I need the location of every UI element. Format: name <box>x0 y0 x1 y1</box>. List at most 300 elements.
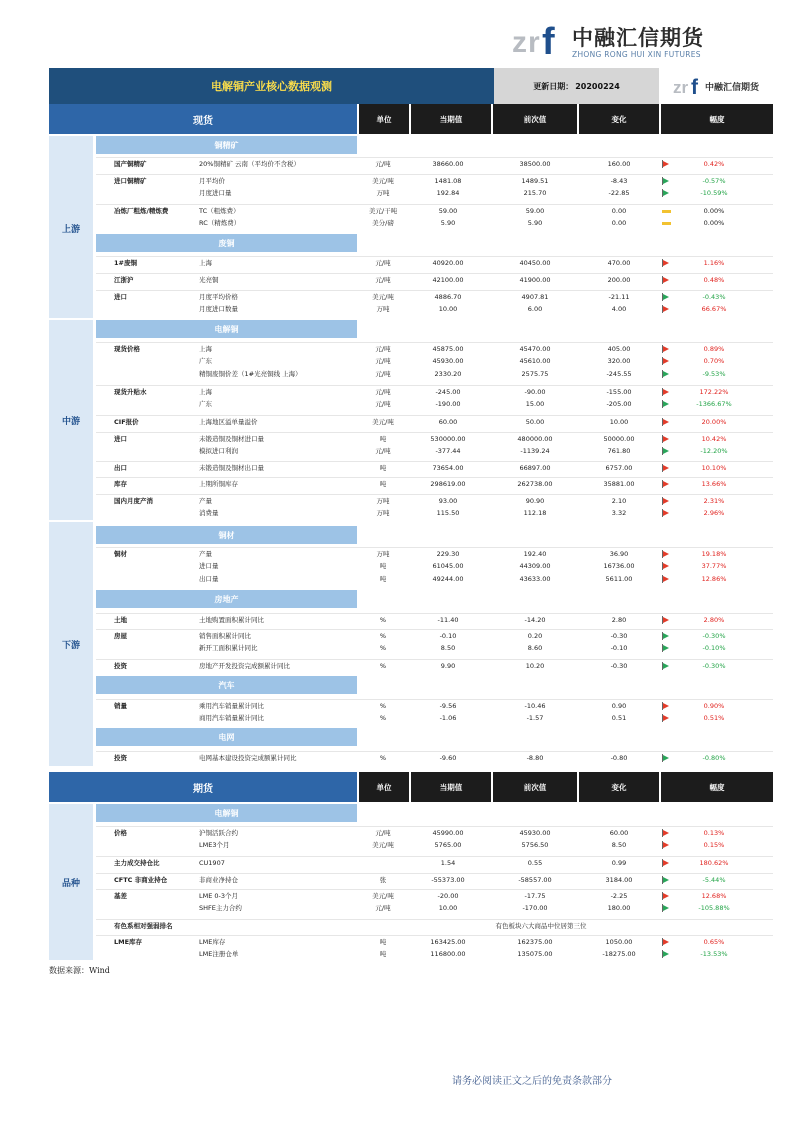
svg-text:f: f <box>690 76 698 97</box>
row-current-value: -245.00 <box>435 388 461 396</box>
table-row <box>96 935 773 949</box>
row-current-value: 115.50 <box>436 509 460 517</box>
report-header <box>49 68 773 104</box>
row-change: 2.10 <box>611 497 627 505</box>
row-change: -21.11 <box>608 293 630 301</box>
red-flag-icon <box>662 257 672 270</box>
logo-en-text: ZHONG RONG HUI XIN FUTURES <box>572 50 701 59</box>
row-pct-change: 12.86% <box>701 575 727 583</box>
row-previous-value: -1.57 <box>526 714 544 722</box>
row-pct-change: 1.16% <box>703 259 725 267</box>
row-category: 进口 <box>114 293 127 301</box>
table-row <box>96 873 773 887</box>
row-change: 10.00 <box>609 418 629 426</box>
row-category <box>114 839 194 852</box>
table-row <box>96 547 773 561</box>
table-row <box>96 461 773 475</box>
zrf-logo-icon <box>512 20 568 60</box>
row-pct-change: 12.68% <box>701 892 727 900</box>
row-current-value: -190.00 <box>435 400 461 408</box>
row-previous-value: 1489.51 <box>521 177 549 185</box>
row-pct-change: 20.00% <box>701 418 727 426</box>
row-previous-value: 40450.00 <box>519 259 551 267</box>
row-current-value: -377.44 <box>435 447 461 455</box>
row-previous-value: 15.00 <box>525 400 545 408</box>
row-unit: % <box>379 714 387 722</box>
row-unit: 张 <box>379 876 387 884</box>
row-category <box>114 217 194 230</box>
row-current-value: 93.00 <box>438 497 458 505</box>
row-previous-value: 6.00 <box>527 305 543 313</box>
row-previous-value: 5.90 <box>527 219 543 227</box>
row-indicator: 月平均价 <box>199 177 225 185</box>
group-downstream <box>49 522 94 766</box>
table-row <box>96 355 773 368</box>
row-pct-change: -0.43% <box>702 293 726 301</box>
red-flag-icon <box>662 712 672 725</box>
row-previous-value: 41900.00 <box>519 276 551 284</box>
row-previous-value: 44309.00 <box>519 562 551 570</box>
row-previous-value: 10.20 <box>525 662 545 670</box>
row-previous-value: 45470.00 <box>519 345 551 353</box>
table-row <box>96 902 773 915</box>
row-unit: 元/吨 <box>375 276 391 284</box>
svg-text:zr: zr <box>672 78 689 97</box>
row-category: 江浙沪 <box>114 276 134 284</box>
row-indicator: 广东 <box>199 357 212 365</box>
table-row <box>96 659 773 673</box>
row-previous-value: 66897.00 <box>519 464 551 472</box>
row-change: 60.00 <box>609 829 629 837</box>
row-change: 470.00 <box>607 259 631 267</box>
row-pct-change: 66.67% <box>701 305 727 313</box>
row-previous-value: -10.46 <box>524 702 546 710</box>
red-flag-icon <box>662 303 672 316</box>
red-flag-icon <box>662 416 672 429</box>
green-flag-icon <box>662 660 672 673</box>
row-pct-change: 19.18% <box>701 550 727 558</box>
row-pct-change: 2.80% <box>703 616 725 624</box>
table-row <box>96 174 773 188</box>
row-previous-value: -170.00 <box>522 904 548 912</box>
green-flag-icon <box>662 368 672 381</box>
row-category: 销量 <box>114 702 127 710</box>
row-category <box>114 303 194 316</box>
row-unit: 元/吨 <box>375 904 391 912</box>
row-unit: 美分/磅 <box>372 219 394 227</box>
row-pct-change: 0.65% <box>703 938 725 946</box>
row-previous-value: 192.40 <box>523 550 547 558</box>
table-row <box>96 699 773 713</box>
row-category <box>114 445 194 458</box>
row-category <box>114 355 194 368</box>
row-indicator: LME3个月 <box>199 841 230 849</box>
row-previous-value: -1139.24 <box>520 447 550 455</box>
row-current-value: 229.30 <box>436 550 460 558</box>
row-current-value: 2330.20 <box>434 370 462 378</box>
green-flag-icon <box>662 902 672 915</box>
row-pct-change: 2.96% <box>703 509 725 517</box>
red-flag-icon <box>662 158 672 171</box>
row-category <box>114 368 194 381</box>
row-current-value: 61045.00 <box>432 562 464 570</box>
row-unit: 万吨 <box>376 550 390 558</box>
row-indicator: 产量 <box>199 550 212 558</box>
row-pct-change: 0.90% <box>703 702 725 710</box>
red-flag-icon <box>662 857 672 870</box>
col-change: 变化 <box>579 772 659 802</box>
red-flag-icon <box>662 355 672 368</box>
row-category <box>114 902 194 915</box>
row-category <box>114 573 194 586</box>
row-indicator: 沪铜活跃合约 <box>199 829 238 837</box>
row-pct-change: -5.44% <box>702 876 726 884</box>
row-current-value: 42100.00 <box>432 276 464 284</box>
row-change: 3.32 <box>611 509 627 517</box>
row-indicator: 土地购置面积累计同比 <box>199 616 264 624</box>
row-change: 1050.00 <box>605 938 633 946</box>
row-pct-change: 0.51% <box>703 714 725 722</box>
row-indicator: LME库存 <box>199 938 226 946</box>
row-previous-value: 4907.81 <box>521 293 549 301</box>
row-category <box>114 398 194 411</box>
row-unit: 元/吨 <box>375 447 391 455</box>
row-unit: 万吨 <box>376 509 390 517</box>
row-change: 5611.00 <box>605 575 633 583</box>
row-change: 36.90 <box>609 550 629 558</box>
row-previous-value: -8.80 <box>526 754 544 762</box>
row-previous-value: 5756.50 <box>521 841 549 849</box>
table-row <box>96 290 773 304</box>
row-pct-change: -9.53% <box>702 370 726 378</box>
row-category <box>114 642 194 655</box>
group-label: 中游 <box>61 417 80 427</box>
green-flag-icon <box>662 187 672 200</box>
row-indicator: 乘用汽车销量累计同比 <box>199 702 264 710</box>
row-pct-change: 0.00% <box>703 207 725 215</box>
row-change: 405.00 <box>607 345 631 353</box>
row-change: 160.00 <box>607 160 631 168</box>
row-previous-value: 135075.00 <box>517 950 553 958</box>
futures-section-title: 期货 <box>49 772 357 802</box>
row-category <box>114 948 194 961</box>
row-unit: 美元/吨 <box>372 293 394 301</box>
col-change: 变化 <box>579 104 659 134</box>
row-indicator: 月度进口数量 <box>199 305 238 313</box>
row-pct-change: 0.13% <box>703 829 725 837</box>
row-current-value: 5765.00 <box>434 841 462 849</box>
row-indicator: 出口量 <box>199 575 219 583</box>
row-previous-value: 112.18 <box>523 509 547 517</box>
group-midstream <box>49 320 94 520</box>
group-label: 品种 <box>61 879 80 889</box>
col-pct: 幅度 <box>661 772 773 802</box>
row-current-value: 45875.00 <box>432 345 464 353</box>
row-category: 库存 <box>114 480 127 488</box>
table-row <box>96 839 773 852</box>
table-row <box>96 826 773 840</box>
row-current-value: 1481.08 <box>434 177 462 185</box>
subheader-auto: 汽车 <box>96 676 357 694</box>
row-change: 0.00 <box>611 219 627 227</box>
table-row <box>96 398 773 411</box>
red-flag-icon <box>662 274 672 287</box>
row-category: 主力成交持仓比 <box>114 859 160 867</box>
spot-column-header <box>49 104 773 134</box>
table-row <box>96 445 773 458</box>
row-unit: 吨 <box>379 435 387 443</box>
row-unit: 元/吨 <box>375 388 391 396</box>
row-indicator: 销售面积累计同比 <box>199 632 251 640</box>
group-upstream <box>49 136 94 318</box>
row-current-value: 298619.00 <box>430 480 466 488</box>
row-category <box>114 187 194 200</box>
row-current-value: 5.90 <box>440 219 456 227</box>
svg-text:f: f <box>542 21 555 60</box>
row-previous-value: 0.55 <box>527 859 543 867</box>
row-current-value: 59.00 <box>438 207 458 215</box>
row-category: 国产铜精矿 <box>114 160 147 168</box>
row-indicator: 电网基本建设投资完成额累计同比 <box>199 754 297 762</box>
row-current-value: 10.00 <box>438 904 458 912</box>
row-indicator: 非商业净持仓 <box>199 876 238 884</box>
row-category: 现货升贴水 <box>114 388 147 396</box>
row-change: 0.90 <box>611 702 627 710</box>
table-row <box>96 368 773 381</box>
table-row <box>96 187 773 200</box>
row-pct-change: -0.80% <box>702 754 726 762</box>
row-current-value: 10.00 <box>438 305 458 313</box>
row-unit: 吨 <box>379 480 387 488</box>
green-flag-icon <box>662 874 672 887</box>
subheader-grid: 电网 <box>96 728 357 746</box>
row-category: 进口铜精矿 <box>114 177 147 185</box>
row-current-value: 9.90 <box>440 662 456 670</box>
row-unit: 美元/干吨 <box>368 207 398 215</box>
row-change: 50000.00 <box>603 435 635 443</box>
table-row <box>96 217 773 230</box>
red-flag-icon <box>662 614 672 627</box>
row-pct-change: 0.00% <box>703 219 725 227</box>
svg-text:r: r <box>528 26 540 59</box>
row-change: -155.00 <box>606 388 632 396</box>
row-pct-change: 0.48% <box>703 276 725 284</box>
row-category: 国内月度产消 <box>114 497 153 505</box>
green-flag-icon <box>662 642 672 655</box>
red-flag-icon <box>662 573 672 586</box>
row-previous-value: -14.20 <box>524 616 546 624</box>
green-flag-icon <box>662 948 672 961</box>
group-label: 下游 <box>61 641 80 651</box>
row-unit: 吨 <box>379 938 387 946</box>
row-change: 200.00 <box>607 276 631 284</box>
row-unit: 元/吨 <box>375 357 391 365</box>
table-row <box>96 856 773 870</box>
row-indicator: 模拟进口利润 <box>199 447 238 455</box>
row-pct-change: -10.59% <box>700 189 728 197</box>
row-indicator: 上海 <box>199 388 212 396</box>
row-change: 761.80 <box>607 447 631 455</box>
row-change: -2.25 <box>610 892 628 900</box>
table-row <box>96 889 773 903</box>
col-unit: 单位 <box>359 772 409 802</box>
row-pct-change: -13.53% <box>700 950 728 958</box>
row-previous-value: 262738.00 <box>517 480 553 488</box>
table-row <box>96 751 773 765</box>
table-row <box>96 642 773 655</box>
col-current: 当期值 <box>411 772 491 802</box>
row-indicator: 消费量 <box>199 509 219 517</box>
row-current-value: 45990.00 <box>432 829 464 837</box>
red-flag-icon <box>662 462 672 475</box>
row-pct-change: 13.66% <box>701 480 727 488</box>
row-indicator: 进口量 <box>199 562 219 570</box>
row-current-value: 116800.00 <box>430 950 466 958</box>
row-change: 180.00 <box>607 904 631 912</box>
row-category: 出口 <box>114 464 127 472</box>
row-unit: 美元/吨 <box>372 892 394 900</box>
row-change: -0.30 <box>610 662 628 670</box>
row-unit: % <box>379 616 387 624</box>
row-category: 房屋 <box>114 632 127 640</box>
table-row <box>96 494 773 508</box>
row-indicator: 上海 <box>199 259 212 267</box>
col-current: 当期值 <box>411 104 491 134</box>
row-indicator: 房地产开发投资完成额累计同比 <box>199 662 290 670</box>
row-indicator: 未锻造铜及铜材出口量 <box>199 464 264 472</box>
subheader-cathode: 电解铜 <box>96 320 357 338</box>
row-unit: 万吨 <box>376 189 390 197</box>
table-row <box>96 415 773 429</box>
svg-text:z: z <box>512 26 527 59</box>
row-current-value: -1.06 <box>439 714 457 722</box>
row-previous-value: 45930.00 <box>519 829 551 837</box>
row-current-value: 8.50 <box>440 644 456 652</box>
row-indicator: 广东 <box>199 400 212 408</box>
row-unit: 美元/吨 <box>372 177 394 185</box>
row-unit: 元/吨 <box>375 259 391 267</box>
table-row <box>96 948 773 961</box>
row-pct-change: 2.31% <box>703 497 725 505</box>
row-indicator: 新开工面积累计同比 <box>199 644 258 652</box>
row-indicator: SHFE主力合约 <box>199 904 242 912</box>
row-pct-change: -0.30% <box>702 632 726 640</box>
row-category: 铜材 <box>114 550 127 558</box>
flat-bar-icon <box>662 217 672 230</box>
row-indicator: 光亮铜 <box>199 276 219 284</box>
green-flag-icon <box>662 752 672 765</box>
row-current-value: 38660.00 <box>432 160 464 168</box>
row-previous-value: 0.20 <box>527 632 543 640</box>
table-row <box>96 157 773 171</box>
green-flag-icon <box>662 398 672 411</box>
row-previous-value: 480000.00 <box>517 435 553 443</box>
row-change: 4.00 <box>611 305 627 313</box>
table-row <box>96 712 773 725</box>
row-category <box>114 560 194 573</box>
row-change: -0.80 <box>610 754 628 762</box>
row-pct-change: 0.70% <box>703 357 725 365</box>
row-indicator: 产量 <box>199 497 212 505</box>
table-row <box>96 613 773 627</box>
row-previous-value: 90.90 <box>525 497 545 505</box>
row-category: 现货价格 <box>114 345 140 353</box>
row-change: -0.10 <box>610 644 628 652</box>
row-indicator: 上海 <box>199 345 212 353</box>
row-unit: % <box>379 662 387 670</box>
row-pct-change: 0.15% <box>703 841 725 849</box>
row-unit: 元/吨 <box>375 345 391 353</box>
row-category: 冶炼厂粗炼/精炼费 <box>114 207 169 215</box>
row-pct-change: -0.57% <box>702 177 726 185</box>
row-pct-change: -0.10% <box>702 644 726 652</box>
row-change: -18275.00 <box>602 950 636 958</box>
table-row <box>96 342 773 356</box>
row-pct-change: 10.10% <box>701 464 727 472</box>
data-source: 数据来源：Wind <box>49 966 110 975</box>
spot-section-title: 现货 <box>49 104 357 134</box>
row-change: 35881.00 <box>603 480 635 488</box>
table-row <box>96 385 773 399</box>
row-change <box>564 920 674 933</box>
row-category: LME库存 <box>114 938 143 946</box>
row-pct-change: -0.30% <box>702 662 726 670</box>
row-indicator: 上海地区溢单量溢价 <box>199 418 258 426</box>
row-unit: 吨 <box>379 464 387 472</box>
row-unit: % <box>379 702 387 710</box>
row-pct-change: 180.62% <box>699 859 729 867</box>
row-indicator: 上期所铜库存 <box>199 480 238 488</box>
row-category: 基差 <box>114 892 127 900</box>
row-change: 0.51 <box>611 714 627 722</box>
subheader-copper-material: 铜材 <box>96 526 357 544</box>
row-change: 3184.00 <box>605 876 633 884</box>
row-previous-value: -17.75 <box>524 892 546 900</box>
row-unit: 美元/吨 <box>372 841 394 849</box>
row-indicator: 商用汽车销量累计同比 <box>199 714 264 722</box>
zrf-mini-icon <box>673 75 703 97</box>
row-change: -22.85 <box>608 189 630 197</box>
row-pct-change: 0.42% <box>703 160 725 168</box>
col-previous: 前次值 <box>493 772 577 802</box>
row-change: -245.55 <box>606 370 632 378</box>
row-current-value: 530000.00 <box>430 435 466 443</box>
row-pct-change: 10.42% <box>701 435 727 443</box>
row-indicator: 未锻造铜及铜材进口量 <box>199 435 264 443</box>
subheader-ore: 铜精矿 <box>96 136 357 154</box>
subheader-real-estate: 房地产 <box>96 590 357 608</box>
row-previous-value: 8.60 <box>527 644 543 652</box>
row-category <box>114 712 194 725</box>
row-indicator: LME注册仓单 <box>199 950 239 958</box>
row-indicator: 精铜废铜价差（1#光亮铜线 上海） <box>199 370 302 378</box>
row-indicator: 20%铜精矿 云南（平均价不含税） <box>199 160 301 168</box>
table-row <box>96 432 773 446</box>
row-previous-value: 有色板块六大商品中位居第三位 <box>495 922 587 930</box>
row-current-value: -0.10 <box>439 632 457 640</box>
row-current-value: -55373.00 <box>431 876 465 884</box>
row-current-value: 1.54 <box>440 859 456 867</box>
row-unit: 元/吨 <box>375 829 391 837</box>
row-pct-change: -1366.67% <box>696 400 732 408</box>
row-category: 投资 <box>114 754 127 762</box>
row-category: 价格 <box>114 829 127 837</box>
col-pct: 幅度 <box>661 104 773 134</box>
row-indicator: LME 0-3个月 <box>199 892 239 900</box>
mini-logo <box>659 68 773 104</box>
row-pct-change: 172.22% <box>699 388 729 396</box>
row-previous-value: 2575.75 <box>521 370 549 378</box>
